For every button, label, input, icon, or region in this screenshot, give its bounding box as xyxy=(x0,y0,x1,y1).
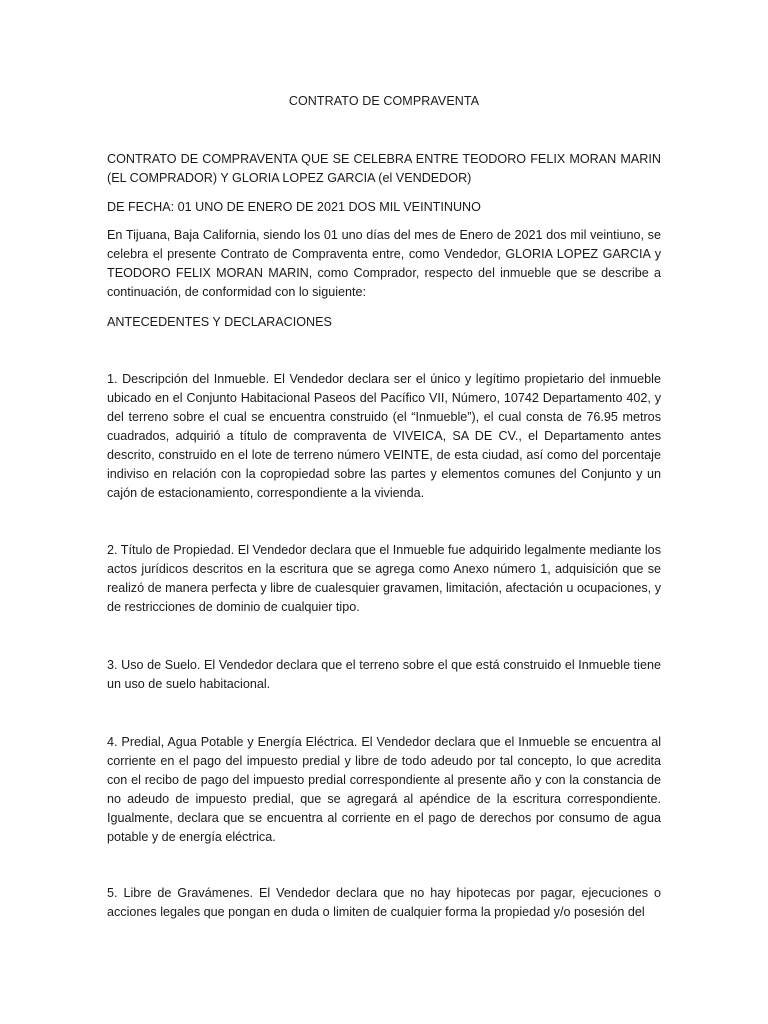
section-heading: ANTECEDENTES Y DECLARACIONES xyxy=(107,315,332,329)
clause-2: 2. Título de Propiedad. El Vendedor declara que el Inmueble fue adquirido legalmente mediante los actos jurídicos descritos en la escritura que se agrega como Anexo número 1, adquisición que se realizó de manera perfecta y libre de cualesquier gravamen, limitación, afectación u ocupaciones, y de restricciones de dominio de cualquier tipo. xyxy=(107,543,661,614)
contract-date-line: DE FECHA: 01 UNO DE ENERO DE 2021 DOS MIL VEINTINUNO xyxy=(107,200,481,214)
clause-3: 3. Uso de Suelo. El Vendedor declara que el terreno sobre el que está construido el Inmueble tiene un uso de suelo habitacional. xyxy=(107,658,661,691)
clause-5: 5. Libre de Gravámenes. El Vendedor declara que no hay hipotecas por pagar, ejecuciones o acciones legales que pongan en duda o limiten de cualquier forma la propiedad y/o posesión del xyxy=(107,886,661,919)
clause-1: 1. Descripción del Inmueble. El Vendedor declara ser el único y legítimo propietario del inmueble ubicado en el Conjunto Habitacional Paseos del Pacífico VII, Número, 10742 Departamento 402, y del terreno sobre el cual se encuentra construido (el “Inmueble”), el cual consta de 76.95 metros cuadrados, adquirió a título de compraventa de VIVEICA, SA DE CV., el Departamento antes descrito, construido en el lote de terreno número VEINTE, de esta ciudad, así como del porcentaje indiviso en relación con la copropiedad sobre las partes y elementos comunes del Conjunto y un cajón de estacionamiento, correspondiente a la vivienda. xyxy=(107,372,661,500)
contract-intro: CONTRATO DE COMPRAVENTA QUE SE CELEBRA ENTRE TEODORO FELIX MORAN MARIN (EL COMPRADOR) Y GLORIA LOPEZ GARCIA (el VENDEDOR) xyxy=(107,152,661,185)
opening-paragraph: En Tijuana, Baja California, siendo los 01 uno días del mes de Enero de 2021 dos mil veintiuno, se celebra el presente Contrato de Compraventa entre, como Vendedor, GLORIA LOPEZ GARCIA y TEODORO FELIX MORAN MARIN, como Comprador, respecto del inmueble que se describe a continuación, de conformidad con lo siguiente: xyxy=(107,228,661,299)
clause-4: 4. Predial, Agua Potable y Energía Eléctrica. El Vendedor declara que el Inmueble se encuentra al corriente en el pago del impuesto predial y libre de todo adeudo por tal concepto, lo que acredita con el recibo de pago del impuesto predial correspondiente al presente año y con la constancia de no adeudo de impuesto predial, que se agregará al apéndice de la escritura correspondiente. Igualmente, declara que se encuentra al corriente en el pago de derechos por consumo de agua potable y de energía eléctrica. xyxy=(107,735,661,844)
document-title: CONTRATO DE COMPRAVENTA xyxy=(288,94,480,108)
